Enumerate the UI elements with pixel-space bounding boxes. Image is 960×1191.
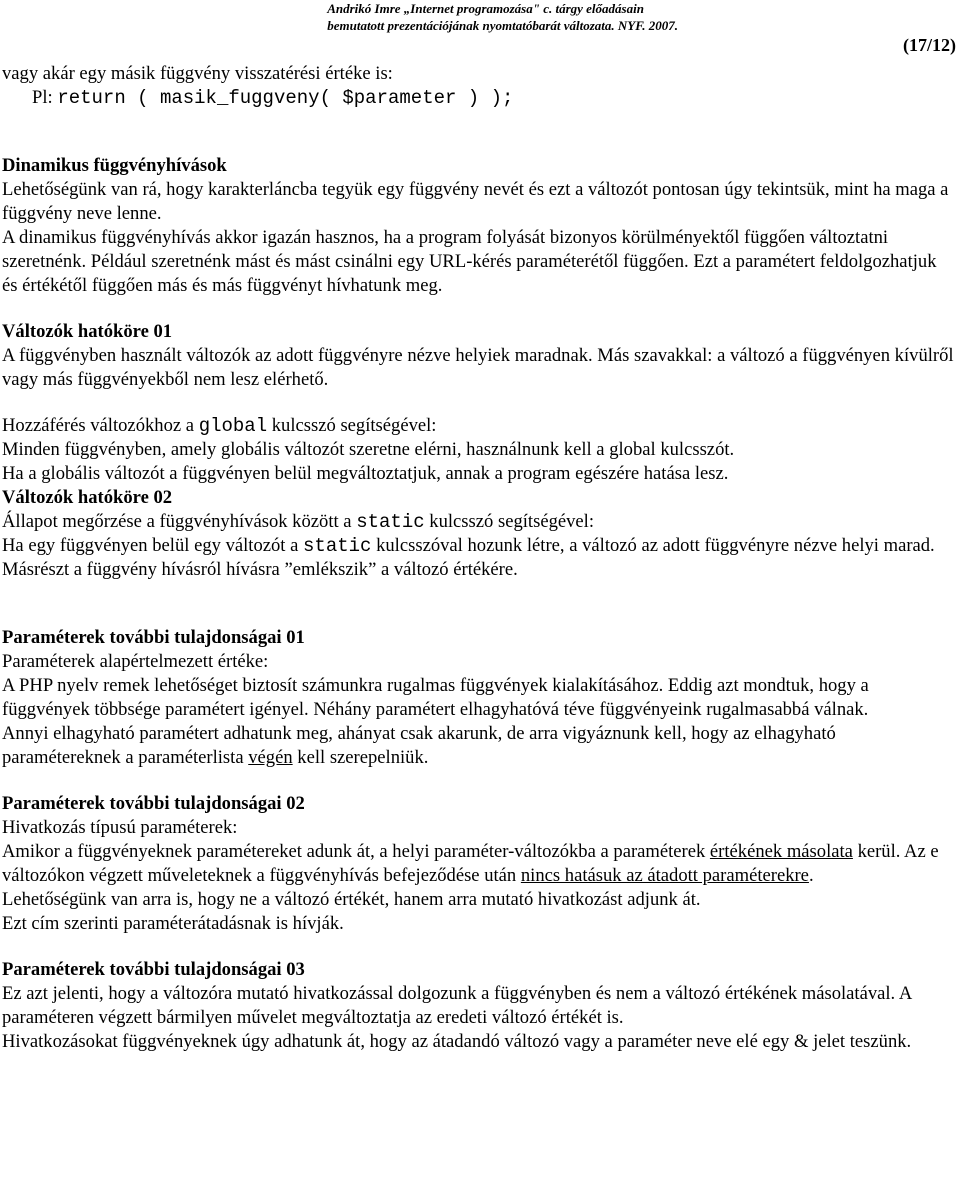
- section-heading-params-1: Paraméterek további tulajdonságai 01: [2, 627, 305, 648]
- code-prefix: Pl:: [32, 87, 58, 108]
- params1-p2-post: kell szerepelniük.: [292, 747, 429, 768]
- static-post: kulcsszó segítségével:: [424, 511, 595, 532]
- intro-text: vagy akár egy másik függvény visszatérési értéke is:: [2, 63, 393, 84]
- scope1-paragraph-1: A függvényben használt változók az adott függvényre nézve helyiek maradnak. Más szavakkal: a változó a függvényen kívülről vagy más függvényekből nem lesz elérhető.: [2, 345, 954, 390]
- section-heading-params-2: Paraméterek további tulajdonságai 02: [2, 793, 305, 814]
- params2-p1-mid: kerül. Az e változókon végzett műveleteknek a függvényhívás befejeződése után: [2, 841, 939, 886]
- static-keyword-inline: static: [303, 535, 372, 557]
- params2-p1-pre: Amikor a függvényeknek paramétereket adunk át, a helyi paraméter-változókba a paraméterek: [2, 841, 710, 862]
- section-heading-scope-2: Változók hatóköre 02: [2, 487, 173, 508]
- static-pre: Állapot megőrzése a függvényhívások között a: [2, 511, 357, 532]
- global-post: kulcsszó segítségével:: [267, 415, 437, 436]
- header-line-2: bemutatott prezentációjának nyomtatóbarát változata. NYF. 2007.: [327, 18, 678, 33]
- static-keyword: static: [356, 511, 425, 533]
- params1-p2-pre: Annyi elhagyható paramétert adhatunk meg, ahányat csak akarunk, de arra vigyáznunk kell, hogy az elhagyható paramétereknek a paraméterlista: [2, 723, 836, 768]
- page-header: [327, 0, 678, 34]
- global-pre: Hozzáférés változókhoz a: [2, 415, 199, 436]
- scope1-paragraph-3: Ha a globális változót a függvényen belül megváltoztatjuk, annak a program egészére hatása lesz.: [2, 463, 729, 484]
- params1-paragraph-1: A PHP nyelv remek lehetőséget biztosít számunkra rugalmas függvények kialakításához. Eddig azt mondtuk, hogy a függvények többsége paramétert igényel. Néhány paramétert elhagyhatóvá téve függvényeink rugalmasabbá válnak.: [2, 675, 869, 720]
- dynamic-paragraph-1: Lehetőségünk van rá, hogy karakterláncba tegyük egy függvény nevét és ezt a változót pontosan úgy tekintsük, mint ha maga a függvény neve lenne.: [2, 179, 949, 224]
- params1-paragraph-2: [2, 722, 954, 770]
- params3-paragraph-1: Ez azt jelenti, hogy a változóra mutató hivatkozással dolgozunk a függvényben és nem a változó értékének másolatával. A paraméteren végzett bármilyen művelet megváltoztatja az eredeti változó értékét is.: [2, 983, 912, 1028]
- scope2-post: kulcsszóval hozunk létre, a változó az adott függvényre nézve helyi marad. Másrészt a függvény hívásról hívásra ”emlékszik” a változó értékére.: [2, 535, 935, 580]
- header-line-1: Andrikó Imre „Internet programozása" c. tárgy előadásain: [327, 1, 644, 16]
- params2-paragraph-3: Ezt cím szerinti paraméterátadásnak is hívják.: [2, 913, 344, 934]
- section-heading-scope-1: Változók hatóköre 01: [2, 321, 173, 342]
- params2-p1-underlined-2: nincs hatásuk az átadott paraméterekre: [520, 865, 809, 886]
- params2-paragraph-2: Lehetőségünk van arra is, hogy ne a változó értékét, hanem arra mutató hivatkozást adjunk át.: [2, 889, 701, 910]
- code-snippet: return ( masik_fuggveny( $parameter ) );: [57, 87, 514, 109]
- params1-subheading: Paraméterek alapértelmezett értéke:: [2, 651, 269, 672]
- scope2-paragraph: [2, 534, 954, 582]
- params2-p1-post: .: [808, 865, 814, 886]
- params2-paragraph-1: [2, 840, 954, 888]
- params2-p1-underlined-1: értékének másolata: [709, 841, 853, 862]
- scope1-paragraph-2: Minden függvényben, amely globális változót szeretne elérni, használnunk kell a global kulcsszót.: [2, 439, 735, 460]
- params2-subheading: Hivatkozás típusú paraméterek:: [2, 817, 238, 838]
- dynamic-paragraph-2: A dinamikus függvényhívás akkor igazán hasznos, ha a program folyását bizonyos körülményektől függően változtatni szeretnénk. Például szeretnénk mást és mást csinálni egy URL-kérés paraméterétől függően. Ezt a paramétert feldolgozhatjuk és értékétől függően más és más függvényt hívhatunk meg.: [2, 227, 937, 296]
- page-content: [2, 62, 954, 1054]
- code-example: [2, 86, 954, 110]
- global-keyword: global: [198, 415, 268, 437]
- static-keyword-line: [2, 510, 954, 534]
- scope2-pre: Ha egy függvényen belül egy változót a: [2, 535, 304, 556]
- params3-paragraph-2: Hivatkozásokat függvényeknek úgy adhatunk át, hogy az átadandó változó vagy a paraméter neve elé egy & jelet teszünk.: [2, 1031, 912, 1052]
- params1-p2-underlined: végén: [248, 747, 293, 768]
- section-heading-params-3: Paraméterek további tulajdonságai 03: [2, 959, 305, 980]
- section-heading-dynamic: Dinamikus függvényhívások: [2, 155, 227, 176]
- global-keyword-line: [2, 414, 954, 438]
- page-number: (17/12): [903, 35, 956, 55]
